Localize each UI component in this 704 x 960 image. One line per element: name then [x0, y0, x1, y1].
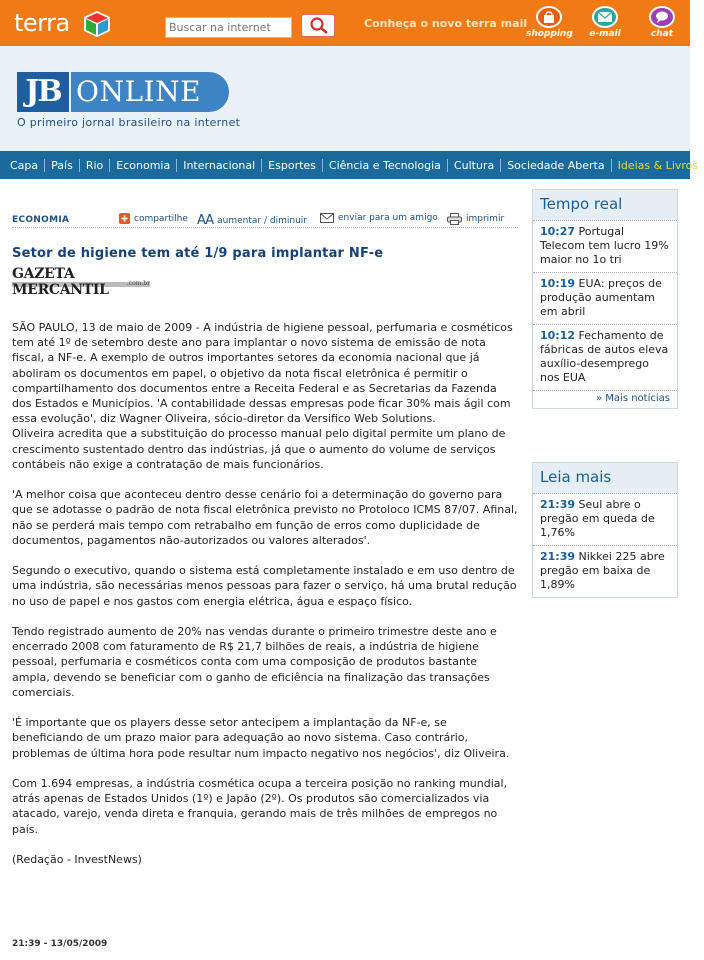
nav-rio[interactable]: Rio [80, 159, 110, 172]
tempo-real-box [532, 189, 678, 409]
article-paragraph: 'É importante que os players desse setor antecipem a implantação da NF-e, se beneficiando de um prazo maior para adequação ao novo sistema. Caso contrário, problemas de última hora pode resultar num impacto negativo nos negócios', diz Oliveira. [12, 716, 510, 760]
article-paragraph: 'A melhor coisa que aconteceu dentro desse cenário foi a determinação do governo para que se adotasse o padrão de nota fiscal eletrônica previsto no Protoloco ICMS 87/07. Afinal, não se perderá mais tempo com retrabalho em função de erros como duplicidade de documentos, pagamentos não-autorizados ou valores alterados'. [12, 488, 518, 547]
nav-cultura[interactable]: Cultura [448, 159, 501, 172]
leia-mais-title: Leia mais [533, 463, 677, 493]
news-time: 10:27 [540, 225, 576, 238]
article-paragraph: Oliveira acredita que a substituição do processo manual pelo digital permite um plano de crescimento sustentado dentro das indústrias, já que o aumento do volume de serviços contábeis não exige a contratação de mais funcionários. [12, 427, 506, 471]
news-text: Seul abre o pregão em queda de 1,76% [540, 498, 655, 539]
print-label: imprimir [466, 214, 505, 224]
source-domain: .com.br [126, 280, 150, 287]
nav-ciencia-tecnologia[interactable]: Ciência e Tecnologia [323, 159, 448, 172]
jb-online-header [0, 46, 690, 151]
news-time: 10:19 [540, 277, 576, 290]
search-button[interactable] [301, 14, 335, 37]
shopping-link[interactable] [526, 6, 572, 39]
article-headline: Setor de higiene tem até 1/9 para implantar NF-e [12, 246, 384, 261]
news-item[interactable] [533, 220, 677, 272]
logo-online: ONLINE [71, 72, 229, 112]
nav-sociedade-aberta[interactable]: Sociedade Aberta [501, 159, 611, 172]
nav-ideias-livros[interactable]: Ideias & Livros [617, 158, 699, 172]
news-item[interactable] [533, 545, 677, 597]
email-label: e-mail [589, 29, 621, 39]
news-time: 21:39 [540, 498, 576, 511]
email-friend-label: enviar para um amigo [338, 213, 438, 223]
news-item[interactable] [533, 272, 677, 324]
nav-internacional[interactable]: Internacional [177, 159, 262, 172]
font-size-button[interactable] [197, 213, 307, 228]
nav-capa[interactable]: Capa [4, 159, 45, 172]
article-credit: (Redação - InvestNews) [12, 853, 142, 867]
news-item[interactable] [533, 324, 677, 390]
section-label[interactable]: ECONOMIA [12, 215, 70, 225]
font-size-icon: AA [197, 213, 214, 228]
news-text: Fechamento de fábricas de autos eleva auxílio-desemprego nos EUA [540, 329, 669, 384]
mais-noticias-link[interactable]: » Mais notícias [533, 390, 677, 408]
envelope-icon [320, 213, 334, 223]
search-input[interactable] [165, 17, 292, 38]
shopping-bag-icon [536, 6, 562, 28]
article-paragraph: Segundo o executivo, quando o sistema está completamente instalado e em uso dentro de uma indústria, são necessárias menos pessoas para fazer o serviço, há uma brutal redução no uso de papel e nos gastos com energia elétrica, água e espaço físico. [12, 564, 517, 608]
chat-label: chat [650, 29, 674, 39]
source-logo-gazeta-mercantil[interactable] [12, 266, 150, 298]
article-body [12, 320, 518, 882]
news-text: Nikkei 225 abre pregão em baixa de 1,89% [540, 550, 665, 591]
font-size-label: aumentar / diminuir [217, 215, 307, 226]
terra-cube-icon [80, 9, 114, 39]
news-time: 21:39 [540, 550, 576, 563]
email-link[interactable] [582, 6, 628, 39]
chat-bubble-icon [649, 6, 675, 28]
article-toolbar [12, 212, 518, 228]
nav-economia[interactable]: Economia [110, 159, 177, 172]
tempo-real-title: Tempo real [533, 190, 677, 220]
nav-esportes[interactable]: Esportes [262, 159, 323, 172]
plus-icon [119, 213, 130, 224]
news-time: 10:12 [540, 329, 576, 342]
tagline: O primeiro jornal brasileiro na internet [17, 116, 241, 129]
terra-top-bar [0, 0, 690, 46]
jb-online-logo[interactable] [17, 72, 229, 112]
news-text: EUA: preços de produção aumentam em abril [540, 277, 662, 318]
section-nav [0, 151, 699, 179]
share-button[interactable] [119, 213, 188, 224]
article-paragraph: Tendo registrado aumento de 20% nas vendas durante o primeiro trimestre deste ano e encerrado 2008 com faturamento de R$ 21,7 bilhões de reais, a indústria de higiene pessoal, perfumaria e cosméticos conta com uma composição de produtos bastante ampla, devendo se beneficiar com o ganho de eficiência na finalização das transações comerciais. [12, 625, 497, 699]
logo-jb: JB [17, 72, 69, 112]
printer-icon [447, 213, 462, 225]
source-name: GAZETA MERCANTIL [12, 266, 109, 298]
article-timestamp: 21:39 - 13/05/2009 [12, 939, 108, 949]
leia-mais-box [532, 462, 678, 598]
nav-pais[interactable]: País [45, 159, 80, 172]
email-friend-button[interactable] [320, 213, 438, 223]
terra-mail-promo[interactable]: Conheça o novo terra mail [364, 17, 528, 30]
envelope-icon [592, 6, 618, 28]
chat-link[interactable] [639, 6, 685, 39]
shopping-label: shopping [526, 29, 573, 39]
article-paragraph: Com 1.694 empresas, a indústria cosmética ocupa a terceira posição no ranking mundial, atrás apenas de Estados Unidos (1º) e Japão (2º). Os produtos são comercializados via atacado, varejo, venda direta e franquia, gerando mais de três milhões de empregos no país. [12, 777, 508, 836]
magnifier-icon [302, 15, 334, 36]
article-paragraph: SÃO PAULO, 13 de maio de 2009 - A indústria de higiene pessoal, perfumaria e cosméticos tem até 1º de setembro deste ano para implantar o novo sistema de emissão de nota fiscal, a NF-e. A exemplo de outros importantes setores da economia nacional que já aboliram os documentos em papel, o objetivo da nota fiscal eletrônica é permitir o compartilhamento dos documentos entre a Receita Federal e as Secretarias da Fazenda dos Estados e Municípios. 'A contabilidade dessas empresas pode ficar 30% mais ágil com essa evolução', diz Wagner Oliveira, sócio-diretor da Versifico Web Solutions. [12, 321, 513, 426]
terra-logo[interactable]: terra [14, 9, 70, 37]
share-label: compartilhe [134, 213, 188, 224]
print-button[interactable] [447, 213, 504, 225]
news-text: Portugal Telecom tem lucro 19% maior no 1o tri [540, 225, 669, 266]
news-item[interactable] [533, 493, 677, 545]
